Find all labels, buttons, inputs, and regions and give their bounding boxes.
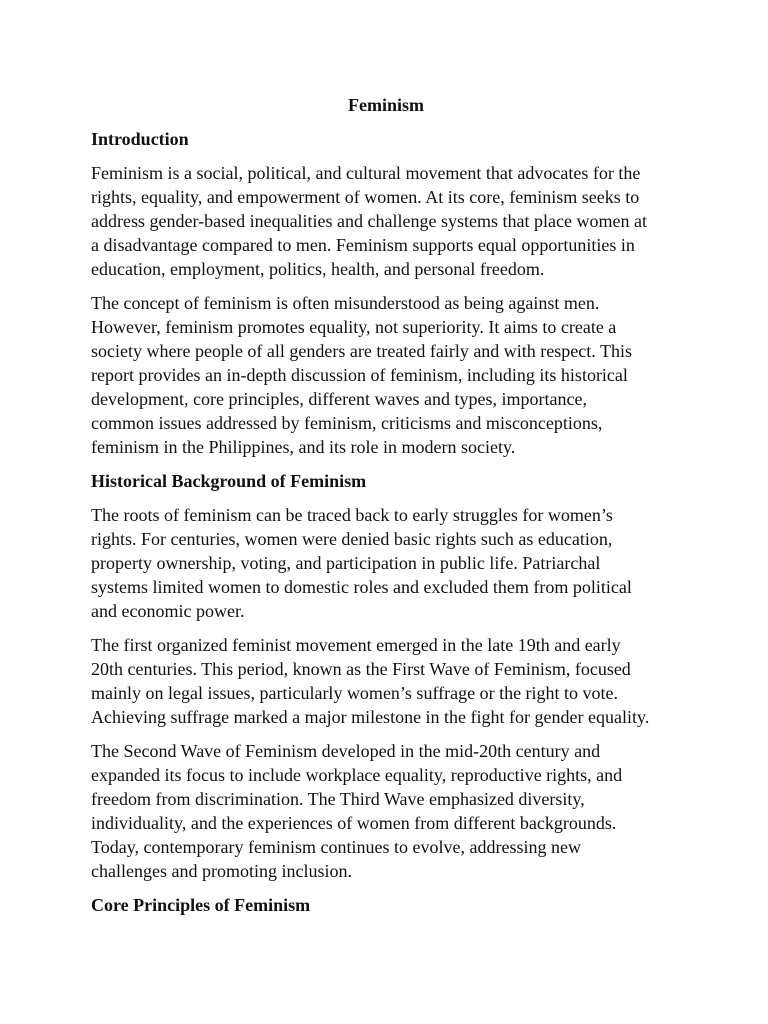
text-line: challenges and promoting inclusion. xyxy=(91,861,352,881)
text-line: feminism in the Philippines, and its role in modern society. xyxy=(91,437,516,457)
section-heading-introduction: Introduction xyxy=(91,129,189,149)
paragraph-history-1 xyxy=(91,503,681,623)
text-line: Achieving suffrage marked a major milestone in the fight for gender equality. xyxy=(91,707,650,727)
text-line: The Second Wave of Feminism developed in the mid-20th century and xyxy=(91,741,601,761)
text-line: However, feminism promotes equality, not superiority. It aims to create a xyxy=(91,317,617,337)
paragraph-introduction-1 xyxy=(91,161,681,281)
text-line: Feminism is a social, political, and cultural movement that advocates for the xyxy=(91,163,641,183)
text-line: education, employment, politics, health, and personal freedom. xyxy=(91,259,545,279)
text-line: and economic power. xyxy=(91,601,245,621)
section-heading-history: Historical Background of Feminism xyxy=(91,471,367,491)
document-title: Feminism xyxy=(348,95,424,115)
text-line: The roots of feminism can be traced back to early struggles for women’s xyxy=(91,505,613,525)
paragraph-history-3 xyxy=(91,739,681,883)
document-body xyxy=(91,93,681,927)
text-line: report provides an in-depth discussion of feminism, including its historical xyxy=(91,365,628,385)
text-line: systems limited women to domestic roles and excluded them from political xyxy=(91,577,632,597)
text-line: individuality, and the experiences of women from different backgrounds. xyxy=(91,813,617,833)
text-line: 20th centuries. This period, known as the First Wave of Feminism, focused xyxy=(91,659,631,679)
text-line: property ownership, voting, and participation in public life. Patriarchal xyxy=(91,553,601,573)
text-line: development, core principles, different waves and types, importance, xyxy=(91,389,587,409)
paragraph-history-2 xyxy=(91,633,681,729)
text-line: The first organized feminist movement emerged in the late 19th and early xyxy=(91,635,621,655)
text-line: freedom from discrimination. The Third Wave emphasized diversity, xyxy=(91,789,585,809)
text-line: rights, equality, and empowerment of women. At its core, feminism seeks to xyxy=(91,187,640,207)
text-line: Today, contemporary feminism continues to evolve, addressing new xyxy=(91,837,581,857)
text-line: address gender-based inequalities and challenge systems that place women at xyxy=(91,211,647,231)
paragraph-introduction-2 xyxy=(91,291,681,459)
text-line: expanded its focus to include workplace equality, reproductive rights, and xyxy=(91,765,623,785)
section-heading-principles: Core Principles of Feminism xyxy=(91,895,311,915)
text-line: mainly on legal issues, particularly women’s suffrage or the right to vote. xyxy=(91,683,619,703)
text-line: a disadvantage compared to men. Feminism supports equal opportunities in xyxy=(91,235,635,255)
text-line: The concept of feminism is often misunderstood as being against men. xyxy=(91,293,600,313)
text-line: rights. For centuries, women were denied basic rights such as education, xyxy=(91,529,613,549)
text-line: society where people of all genders are treated fairly and with respect. This xyxy=(91,341,632,361)
text-line: common issues addressed by feminism, criticisms and misconceptions, xyxy=(91,413,603,433)
